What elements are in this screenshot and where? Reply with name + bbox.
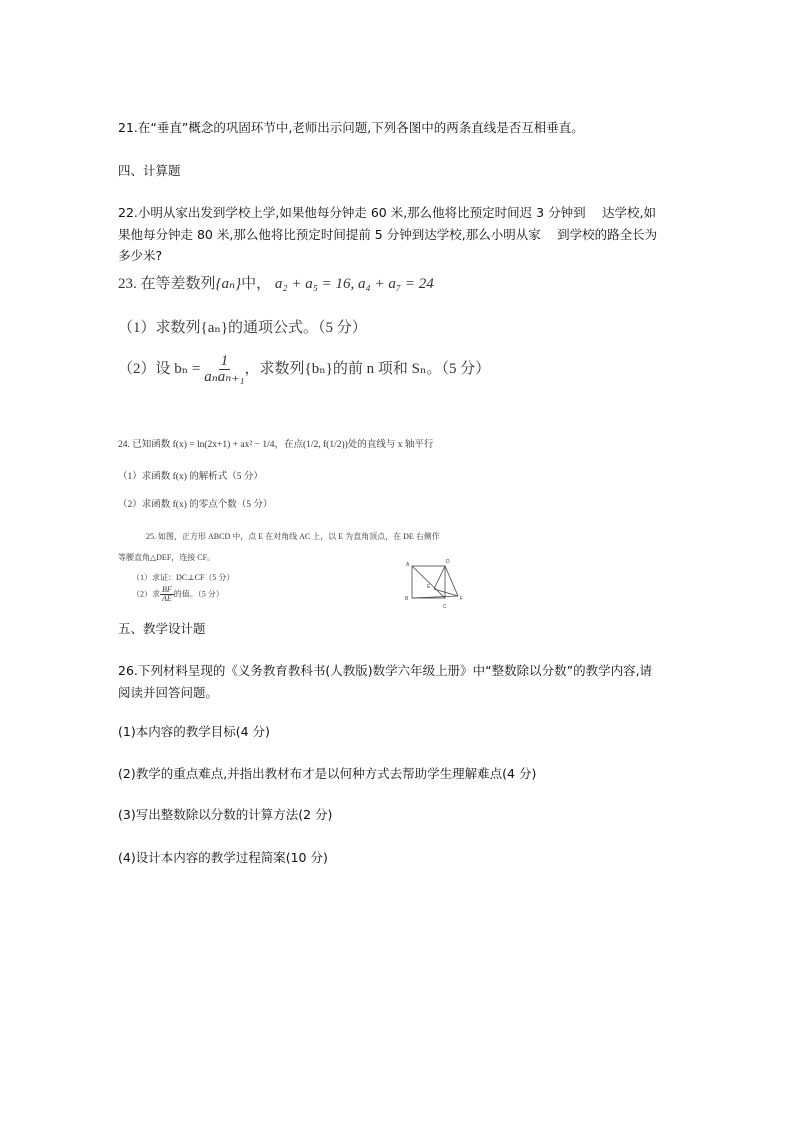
label-a: A xyxy=(406,562,410,568)
q25-part1: （1）求证：DC⊥CF（5 分） xyxy=(132,573,235,582)
q26-item-2: (2)教学的重点难点,并指出教材布才是以何种方式去帮助学生理解难点(4 分) xyxy=(118,766,537,781)
q25-part2b: 的值。（5 分） xyxy=(173,589,224,599)
label-f: F xyxy=(460,596,464,602)
q25-stem: 25. 如图，正方形 ABCD 中，点 E 在对角线 AC 上，以 E 为直角顶点，在 DE 右侧作 xyxy=(146,532,440,541)
q23-seq: {aₙ} xyxy=(215,276,242,292)
q23-stem: 23. 在等差数列 xyxy=(118,276,216,292)
q26-item-1: (1)本内容的教学目标(4 分) xyxy=(118,724,270,739)
section-heading-5: 五、教学设计题 xyxy=(118,621,206,636)
q23-part2b: ，求数列{bₙ}的前 n 项和 Sₙ。（5 分） xyxy=(244,360,491,377)
question-23-image xyxy=(118,270,491,390)
q25-stem2: 等腰直角△DEF，连接 CF。 xyxy=(118,553,216,562)
q23-stem-b: 中， xyxy=(241,276,272,292)
question-21: 21.在“垂直”概念的巩固环节中,老师出示问题,下列各图中的两条直线是否互相垂直。 xyxy=(118,120,584,135)
question-22: 22.小明从家出发到学校上学,如果他每分钟走 60 米,那么他将比预定时间迟 3 分钟到 达学校,如果他每分钟走 80 米,那么他将比预定时间提前 5 分钟到达学校,那么小明从家 到学校的路全长为多少米? xyxy=(118,205,658,263)
q23-condition: a₂ + a₅ = 16, a₄ + a₇ = 24 xyxy=(274,276,434,292)
geometry-figure xyxy=(400,558,472,614)
question-24-25-image xyxy=(118,430,478,610)
q25-part2: （2）求 xyxy=(132,589,160,599)
section-heading-4: 四、计算题 xyxy=(118,163,181,178)
label-c: C xyxy=(443,604,447,610)
label-d: D xyxy=(446,559,450,565)
q26-item-3: (3)写出整数除以分数的计算方法(2 分) xyxy=(118,807,333,822)
q25-den: AE xyxy=(162,594,172,603)
q24-part2: （2）求函数 f(x) 的零点个数（5 分） xyxy=(118,500,273,510)
q23-part1: （1）求数列{aₙ}的通项公式。（5 分） xyxy=(118,320,367,336)
q24-part1: （1）求函数 f(x) 的解析式（5 分） xyxy=(118,472,263,482)
question-26: 26.下列材料呈现的《义务教育教科书(人教版)数学六年级上册》中“整数除以分数”的教学内容,请阅读并回答问题。 xyxy=(118,663,653,700)
label-e: E xyxy=(427,584,431,590)
q23-num: 1 xyxy=(220,353,229,369)
q23-den: aₙaₙ₊₁ xyxy=(204,369,245,385)
q26-item-4: (4)设计本内容的教学过程简案(10 分) xyxy=(118,850,328,865)
q24-stem: 24. 已知函数 f(x) = ln(2x+1) + ax² − 1/4，在点(1/2, f(1/2))处的直线与 x 轴平行 xyxy=(118,440,434,450)
q25-num: BF xyxy=(162,585,172,594)
q23-part2: （2）设 bₙ = xyxy=(118,360,201,377)
label-b: B xyxy=(405,596,409,602)
